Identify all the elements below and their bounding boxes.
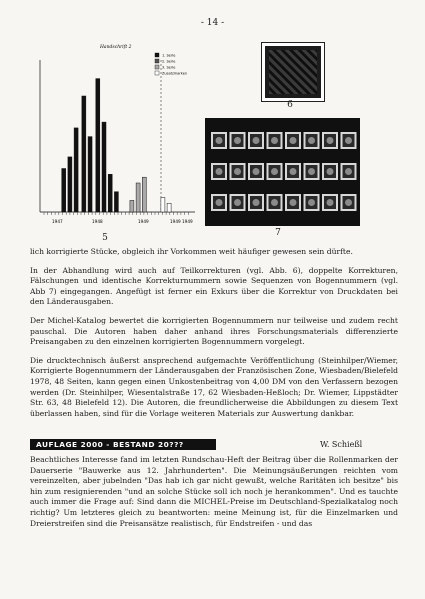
paragraph: Die drucktechnisch äußerst ansprechend aufgemachte Veröffentlichung (Steinhilper/Wiemer, Korrigierte Bogennummern der Länderausgaben der Französischen Zone, Wiesbaden/Bielefeld 1978, 48 Seiten, kann gegen einen Unkostenbeitrag von 4,00 DM von den Verfassern bezogen werden (Dr. Steinhilper, Wiesentalstraße 17, 62 Wiesbaden-Heßloch; Dr. Wiemer, Lippstädter Str. 63, 48 Bielefeld 12). Die Autoren, die freundlicherweise die Abbildungen zu diesem Text überlassen haben, sind für die Vorlage weiteren Materials zur Auswertung dankbar. — [30, 355, 398, 418]
paragraph: In der Abhandlung wird auch auf Teilkorrekturen (vgl. Abb. 6), doppelte Korrekturen, Fälschungen und identische Korrekturnummern sowie Sequenzen von Bogennummern (vgl. Abb 7) eingegangen. Angefügt ist ferner ein Exkurs über die Korrektur von Druckdaten bei den Länderausgaben. — [30, 265, 398, 307]
chart-bar — [102, 122, 106, 212]
sheet-stamp — [322, 163, 338, 180]
section-text — [30, 455, 398, 537]
sheet-stamp — [248, 163, 264, 180]
sheet-stamp — [230, 163, 246, 180]
chart-top-label: Handschrift 2 — [100, 45, 132, 50]
x-axis-label: 1949 — [138, 219, 149, 224]
page-number: - 14 - — [200, 18, 225, 28]
bar-chart-svg — [30, 40, 220, 245]
legend-swatch — [155, 53, 159, 57]
sheet-stamp — [341, 163, 357, 180]
figure-6-caption: 6 — [287, 100, 293, 110]
x-axis-label: 1947 — [52, 219, 63, 224]
sheet-stamp — [267, 194, 283, 211]
figure-5-bar-chart — [30, 40, 220, 245]
article-text — [30, 247, 398, 427]
legend-swatch — [155, 65, 159, 69]
sheet-stamp — [211, 163, 227, 180]
legend-label: Zusatzmarken — [162, 71, 188, 76]
sheet-stamp — [304, 194, 320, 211]
sheet-stamp — [248, 194, 264, 211]
paragraph: lich korrigierte Stücke, obgleich ihr Vorkommen weit häufiger gewesen sein dürfte. — [30, 247, 353, 256]
figure-6-stamp-image — [262, 43, 324, 101]
chart-bar — [167, 203, 171, 212]
sheet-stamp — [230, 132, 246, 149]
chart-bar — [136, 183, 140, 212]
figure-7-stamp-sheet-image — [205, 118, 360, 226]
section-author: W. Schießl — [320, 440, 363, 449]
chart-bar — [74, 128, 78, 212]
paragraph: Beachtliches Interesse fand im letzten Rundschau-Heft der Beitrag über die Rollenmarken der Dauerserie "Bauwerke aus 12. Jahrhunderten". Die Meinungsäußerungen reichten vom vereinzelten, aber jubelnden "Das hab ich gar nicht gewußt, welche Raritäten ich besitze" bis hin zum resignierenden "und an solche Stücke soll ich noch je herankommen". Und es tauchte auch immer die Frage auf: Sind dann die MICHEL-Preise im Deutschland-Spezialkatalog noch richtig? Um letzteres gleich zu beantworten: meine Meinung ist, für die Einzelmarken und Dreierstreifen sind die Preisansätze realistisch, für Endstreifen - und das — [30, 455, 398, 528]
x-axis-label: 1948 — [92, 219, 103, 224]
legend-label: 3. Serie — [162, 65, 176, 70]
sheet-stamp — [341, 132, 357, 149]
stamp-sheet-svg — [205, 118, 360, 226]
sheet-stamp — [304, 132, 320, 149]
sheet-stamp — [211, 194, 227, 211]
chart-bar — [82, 96, 86, 212]
sheet-stamp — [322, 194, 338, 211]
sheet-stamp — [285, 194, 301, 211]
legend-swatch — [155, 59, 159, 63]
sheet-stamp — [230, 194, 246, 211]
sheet-stamp — [248, 132, 264, 149]
chart-bar — [68, 157, 72, 212]
sheet-stamp — [211, 132, 227, 149]
sheet-stamp — [267, 132, 283, 149]
legend-label: 1. Serie — [162, 53, 176, 58]
chart-bar — [96, 79, 100, 212]
chart-bar — [88, 137, 92, 212]
sheet-stamp — [285, 163, 301, 180]
section-heading: AUFLAGE 2000 - BESTAND 20??? — [30, 439, 216, 450]
chart-bar — [142, 177, 146, 212]
figure-7-caption: 7 — [275, 228, 281, 238]
stamp-print-area — [269, 50, 317, 94]
chart-bar — [62, 169, 66, 213]
sheet-stamp — [341, 194, 357, 211]
sheet-stamp — [267, 163, 283, 180]
paragraph: Der Michel-Katalog bewertet die korrigierten Bogennummern nur teilweise und zudem recht pauschal. Die Autoren haben daher anhand ihres Forschungsmaterials differenzierte Preisangaben zu den einzelnen korrigierten Bogennummern vorgelegt. — [30, 315, 398, 347]
legend-label: 2. Serie — [162, 59, 176, 64]
chart-bar — [130, 200, 134, 212]
chart-bar — [108, 174, 112, 212]
sheet-stamp — [322, 132, 338, 149]
chart-bar — [114, 192, 118, 212]
chart-bar — [161, 198, 165, 213]
sheet-stamp — [285, 132, 301, 149]
legend-swatch — [155, 71, 159, 75]
sheet-stamp — [304, 163, 320, 180]
figure-5-caption: 5 — [102, 233, 108, 243]
x-axis-label: 1949 1949 — [170, 219, 193, 224]
